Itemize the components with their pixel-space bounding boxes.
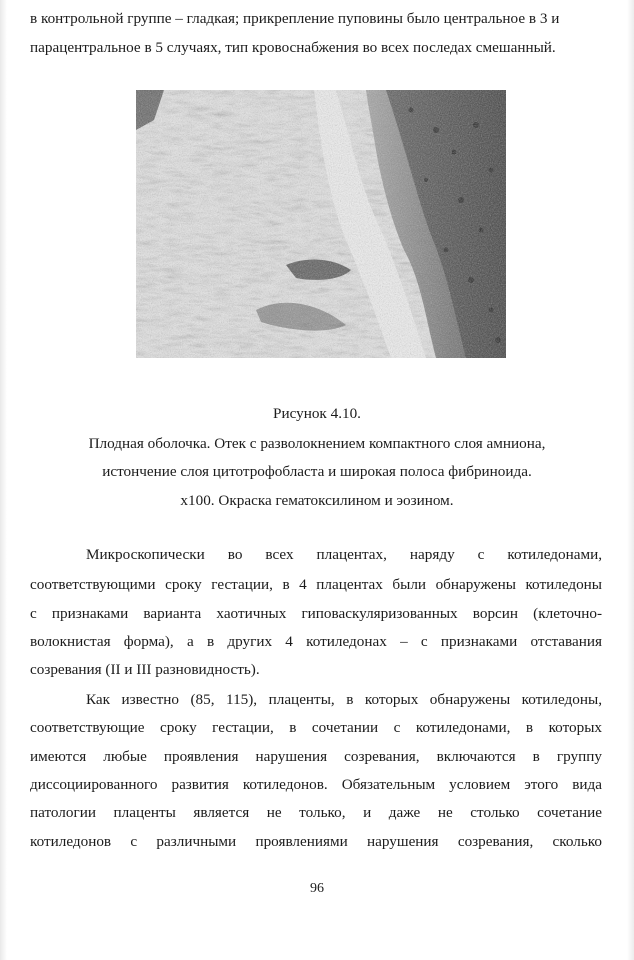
figure-label: Рисунок 4.10.	[273, 405, 361, 422]
figure-caption-line: х100. Окраска гематоксилином и эозином.	[180, 492, 454, 509]
text-line: Микроскопически во всех плацентах, наряду с котиледонами,	[86, 546, 602, 563]
figure-caption-line: Плодная оболочка. Отек с разволокнением компактного слоя амниона,	[88, 435, 546, 452]
text-line: соответствующими сроку гестации, в 4 плацентах были обнаружены котиледоны	[30, 576, 602, 593]
text-line: в контрольной группе – гладкая; прикрепление пуповины было центральное в 3 и	[30, 10, 560, 27]
text-line: соответствующие сроку гестации, в сочетании с котиледонами, в которых	[30, 719, 602, 736]
text-line: Как известно (85, 115), плаценты, в которых обнаружены котиледоны,	[86, 691, 602, 708]
text-line: с признаками варианта хаотичных гиповаскуляризованных ворсин (клеточно-	[30, 605, 602, 622]
text-line: парацентральное в 5 случаях, тип кровоснабжения во всех последах смешанный.	[30, 39, 556, 56]
page-number: 96	[310, 881, 324, 896]
text-line: патологии плаценты является не только, и даже не столько сочетание	[30, 804, 602, 821]
micrograph-image	[136, 90, 506, 358]
text-line: волокнистая форма), а в других 4 котиледонах – с признаками отставания	[30, 633, 602, 650]
text-line: созревания (II и III разновидность).	[30, 661, 260, 678]
figure-caption-line: истончение слоя цитотрофобласта и широкая полоса фибриноида.	[102, 463, 532, 480]
text-line: имеются любые проявления нарушения созревания, включаются в группу	[30, 748, 602, 765]
text-line: котиледонов с различными проявлениями нарушения созревания, сколько	[30, 833, 602, 850]
text-line: диссоциированного развития котиледонов. Обязательным условием этого вида	[30, 776, 602, 793]
